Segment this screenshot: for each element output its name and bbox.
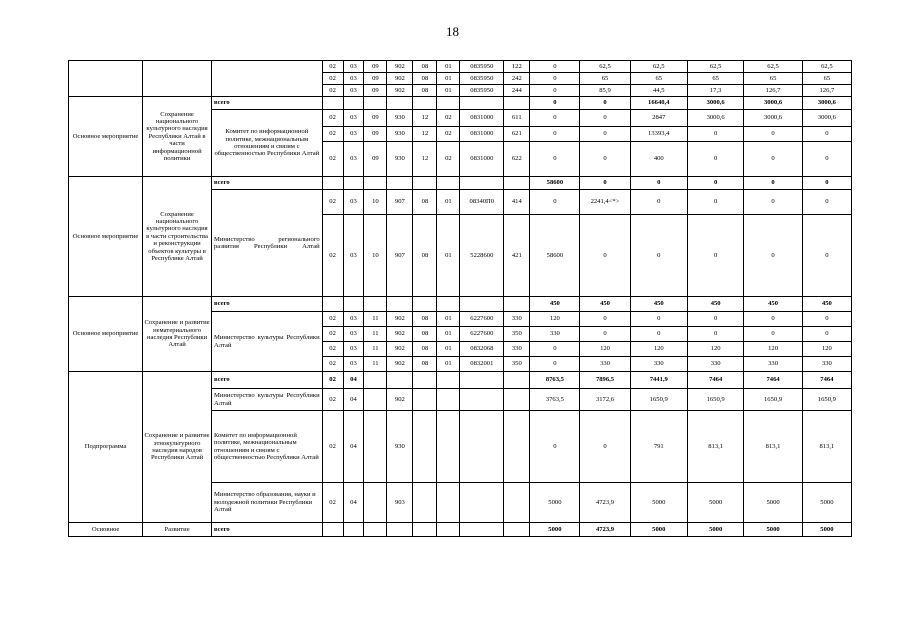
value-cell: 0 xyxy=(530,342,580,357)
code-cell: 01 xyxy=(437,327,460,342)
code-cell: 350 xyxy=(504,327,530,342)
code-cell: 08 xyxy=(413,85,437,97)
value-cell: 65 xyxy=(744,73,802,85)
code-cell: 08 xyxy=(413,342,437,357)
code-cell: 02 xyxy=(437,127,460,142)
value-cell: 5000 xyxy=(530,483,580,523)
code-cell: 08 xyxy=(413,312,437,327)
code-cell: 04 xyxy=(343,483,364,523)
code-cell: 03 xyxy=(343,312,364,327)
value-cell: 126,7 xyxy=(744,85,802,97)
value-cell: 0 xyxy=(530,61,580,73)
code-cell: 03 xyxy=(343,327,364,342)
code-cell: 01 xyxy=(437,85,460,97)
code-cell: 621 xyxy=(504,127,530,142)
value-cell: 0 xyxy=(802,177,851,190)
code-cell: 0831000 xyxy=(460,110,504,127)
value-cell: 0 xyxy=(580,97,630,110)
value-cell: 120 xyxy=(802,342,851,357)
value-cell: 0 xyxy=(630,312,687,327)
value-cell: 3000,6 xyxy=(687,97,743,110)
value-cell: 62,5 xyxy=(580,61,630,73)
value-cell: 0 xyxy=(580,215,630,297)
code-cell: 12 xyxy=(413,142,437,177)
code-cell: 02 xyxy=(437,142,460,177)
value-cell: 0 xyxy=(744,327,802,342)
value-cell: 0 xyxy=(802,215,851,297)
table-row xyxy=(69,297,852,312)
value-cell: 791 xyxy=(630,411,687,483)
value-cell: 0 xyxy=(580,312,630,327)
value-cell: 0 xyxy=(744,142,802,177)
value-cell: 7896,5 xyxy=(580,372,630,389)
code-cell: 902 xyxy=(387,61,413,73)
value-cell: 44,5 xyxy=(630,85,687,97)
status-cell: Основное xyxy=(69,523,143,537)
value-cell: 0 xyxy=(630,327,687,342)
value-cell: 330 xyxy=(802,357,851,372)
code-cell: 02 xyxy=(322,73,343,85)
code-cell: 907 xyxy=(387,215,413,297)
value-cell: 3000,6 xyxy=(687,110,743,127)
code-cell: 902 xyxy=(387,85,413,97)
responsible-cell: Министерство регионального развития Республики Алтай xyxy=(212,190,323,297)
value-cell: 5000 xyxy=(530,523,580,537)
value-cell: 0 xyxy=(687,312,743,327)
value-cell: 126,7 xyxy=(802,85,851,97)
code-cell: 08 xyxy=(413,215,437,297)
value-cell: 0 xyxy=(687,177,743,190)
status-cell: Основное мероприятие xyxy=(69,177,143,297)
value-cell: 0 xyxy=(580,177,630,190)
value-cell: 120 xyxy=(630,342,687,357)
value-cell: 450 xyxy=(530,297,580,312)
value-cell: 65 xyxy=(630,73,687,85)
responsible-cell: всего xyxy=(212,297,323,312)
code-cell: 902 xyxy=(387,73,413,85)
code-cell: 02 xyxy=(322,357,343,372)
code-cell: 0835950 xyxy=(460,61,504,73)
code-cell: 244 xyxy=(504,85,530,97)
value-cell: 2241,4<*> xyxy=(580,190,630,215)
code-cell: 902 xyxy=(387,389,413,411)
code-cell: 02 xyxy=(322,411,343,483)
code-cell: 09 xyxy=(364,85,387,97)
code-cell: 02 xyxy=(322,372,343,389)
code-cell: 0832001 xyxy=(460,357,504,372)
value-cell: 62,5 xyxy=(802,61,851,73)
code-cell: 622 xyxy=(504,142,530,177)
status-cell: Подпрограмма xyxy=(69,372,143,523)
value-cell: 3172,6 xyxy=(580,389,630,411)
name-cell: Сохранение национального культурного наследия в части строительства и реконструкции объектов культуры в Республике Алтай xyxy=(143,177,212,297)
value-cell: 58600 xyxy=(530,215,580,297)
value-cell: 0 xyxy=(580,127,630,142)
value-cell: 1650,9 xyxy=(802,389,851,411)
table-row xyxy=(69,177,852,190)
value-cell: 17,3 xyxy=(687,85,743,97)
value-cell: 58600 xyxy=(530,177,580,190)
code-cell: 04 xyxy=(343,389,364,411)
value-cell: 0 xyxy=(744,177,802,190)
value-cell: 3000,6 xyxy=(744,97,802,110)
value-cell: 0 xyxy=(530,190,580,215)
value-cell: 1650,9 xyxy=(630,389,687,411)
value-cell: 1650,9 xyxy=(687,389,743,411)
value-cell: 0 xyxy=(530,85,580,97)
code-cell: 902 xyxy=(387,312,413,327)
code-cell: 09 xyxy=(364,142,387,177)
value-cell: 5000 xyxy=(687,483,743,523)
value-cell: 0 xyxy=(687,190,743,215)
code-cell: 12 xyxy=(413,127,437,142)
responsible-cell: всего xyxy=(212,97,323,110)
code-cell: 02 xyxy=(322,312,343,327)
code-cell: 02 xyxy=(322,342,343,357)
code-cell: 08 xyxy=(413,357,437,372)
code-cell: 03 xyxy=(343,357,364,372)
value-cell: 0 xyxy=(530,142,580,177)
name-cell: Развитие xyxy=(143,523,212,537)
code-cell: 02 xyxy=(322,327,343,342)
value-cell: 120 xyxy=(687,342,743,357)
code-cell: 01 xyxy=(437,61,460,73)
value-cell: 0 xyxy=(630,177,687,190)
value-cell: 813,1 xyxy=(744,411,802,483)
value-cell: 0 xyxy=(744,190,802,215)
responsible-cell xyxy=(212,61,323,97)
code-cell: 04 xyxy=(343,411,364,483)
value-cell: 0 xyxy=(530,357,580,372)
code-cell: 02 xyxy=(322,190,343,215)
code-cell: 5228600 xyxy=(460,215,504,297)
name-cell: Сохранение национального культурного наследия Республики Алтай в части информационной политики xyxy=(143,97,212,177)
value-cell: 0 xyxy=(530,110,580,127)
code-cell: 611 xyxy=(504,110,530,127)
code-cell: 330 xyxy=(504,312,530,327)
code-cell: 01 xyxy=(437,190,460,215)
value-cell: 2847 xyxy=(630,110,687,127)
code-cell: 0831000 xyxy=(460,127,504,142)
code-cell: 09 xyxy=(364,110,387,127)
value-cell: 813,1 xyxy=(687,411,743,483)
value-cell: 0 xyxy=(580,110,630,127)
code-cell: 01 xyxy=(437,215,460,297)
value-cell: 450 xyxy=(744,297,802,312)
value-cell: 7464 xyxy=(744,372,802,389)
value-cell: 62,5 xyxy=(630,61,687,73)
code-cell: 02 xyxy=(322,142,343,177)
value-cell: 5000 xyxy=(744,523,802,537)
value-cell: 120 xyxy=(744,342,802,357)
code-cell: 02 xyxy=(322,215,343,297)
code-cell: 11 xyxy=(364,327,387,342)
value-cell: 3000,6 xyxy=(802,97,851,110)
name-cell: Сохранение и развитие этнокультурного наследия народов Республики Алтай xyxy=(143,372,212,523)
status-cell xyxy=(69,61,143,97)
code-cell: 08340П0 xyxy=(460,190,504,215)
code-cell: 02 xyxy=(322,110,343,127)
code-cell: 03 xyxy=(343,85,364,97)
responsible-cell: всего xyxy=(212,523,323,537)
value-cell: 0 xyxy=(687,215,743,297)
value-cell: 13393,4 xyxy=(630,127,687,142)
code-cell: 03 xyxy=(343,110,364,127)
code-cell: 08 xyxy=(413,327,437,342)
code-cell: 02 xyxy=(322,389,343,411)
responsible-cell: Комитет по информационной политике, межнациональным отношениям и связям с общественностью Республики Алтай xyxy=(212,110,323,177)
code-cell: 03 xyxy=(343,342,364,357)
value-cell: 16640,4 xyxy=(630,97,687,110)
code-cell: 0835950 xyxy=(460,85,504,97)
code-cell: 930 xyxy=(387,411,413,483)
status-cell: Основное мероприятие xyxy=(69,297,143,372)
code-cell: 10 xyxy=(364,215,387,297)
value-cell: 0 xyxy=(530,411,580,483)
code-cell: 11 xyxy=(364,357,387,372)
code-cell: 11 xyxy=(364,342,387,357)
value-cell: 450 xyxy=(580,297,630,312)
value-cell: 5000 xyxy=(744,483,802,523)
value-cell: 0 xyxy=(744,127,802,142)
code-cell: 08 xyxy=(413,73,437,85)
code-cell: 01 xyxy=(437,357,460,372)
code-cell: 02 xyxy=(322,85,343,97)
value-cell: 3000,6 xyxy=(744,110,802,127)
code-cell: 04 xyxy=(343,372,364,389)
page-number: 18 xyxy=(446,24,459,39)
code-cell: 11 xyxy=(364,312,387,327)
code-cell: 6227600 xyxy=(460,327,504,342)
code-cell: 08 xyxy=(413,61,437,73)
value-cell: 330 xyxy=(630,357,687,372)
code-cell: 0831000 xyxy=(460,142,504,177)
value-cell: 7464 xyxy=(802,372,851,389)
code-cell: 09 xyxy=(364,127,387,142)
code-cell: 09 xyxy=(364,61,387,73)
code-cell: 08 xyxy=(413,190,437,215)
code-cell: 02 xyxy=(322,61,343,73)
code-cell: 01 xyxy=(437,73,460,85)
code-cell: 330 xyxy=(504,342,530,357)
value-cell: 1650,9 xyxy=(744,389,802,411)
value-cell: 0 xyxy=(802,127,851,142)
value-cell: 7464 xyxy=(687,372,743,389)
value-cell: 3000,6 xyxy=(802,110,851,127)
value-cell: 120 xyxy=(530,312,580,327)
code-cell: 01 xyxy=(437,312,460,327)
code-cell: 907 xyxy=(387,190,413,215)
code-cell: 01 xyxy=(437,342,460,357)
value-cell: 62,5 xyxy=(744,61,802,73)
value-cell: 0 xyxy=(802,190,851,215)
value-cell: 0 xyxy=(530,73,580,85)
code-cell: 03 xyxy=(343,142,364,177)
code-cell: 12 xyxy=(413,110,437,127)
value-cell: 65 xyxy=(802,73,851,85)
value-cell: 330 xyxy=(744,357,802,372)
table-row xyxy=(69,97,852,110)
code-cell: 03 xyxy=(343,190,364,215)
code-cell: 03 xyxy=(343,127,364,142)
value-cell: 0 xyxy=(530,97,580,110)
value-cell: 65 xyxy=(580,73,630,85)
code-cell: 02 xyxy=(437,110,460,127)
code-cell: 6227600 xyxy=(460,312,504,327)
code-cell: 02 xyxy=(322,127,343,142)
code-cell: 0832068 xyxy=(460,342,504,357)
name-cell xyxy=(143,61,212,97)
value-cell: 8763,5 xyxy=(530,372,580,389)
value-cell: 0 xyxy=(687,142,743,177)
value-cell: 120 xyxy=(580,342,630,357)
value-cell: 65 xyxy=(687,73,743,85)
code-cell: 09 xyxy=(364,73,387,85)
value-cell: 330 xyxy=(580,357,630,372)
value-cell: 85,9 xyxy=(580,85,630,97)
value-cell: 4723,9 xyxy=(580,523,630,537)
code-cell: 902 xyxy=(387,327,413,342)
value-cell: 0 xyxy=(530,127,580,142)
value-cell: 330 xyxy=(687,357,743,372)
responsible-cell: Министерство образования, науки и молодежной политики Республики Алтай xyxy=(212,483,323,523)
value-cell: 0 xyxy=(580,142,630,177)
responsible-cell: Комитет по информационной политике, межнациональным отношениям и связям с общественностью Республики Алтай xyxy=(212,411,323,483)
code-cell: 03 xyxy=(343,61,364,73)
code-cell: 930 xyxy=(387,127,413,142)
value-cell: 7441,9 xyxy=(630,372,687,389)
value-cell: 3763,5 xyxy=(530,389,580,411)
responsible-cell: Министерство культуры Республики Алтай xyxy=(212,312,323,372)
value-cell: 62,5 xyxy=(687,61,743,73)
value-cell: 5000 xyxy=(802,523,851,537)
code-cell: 903 xyxy=(387,483,413,523)
value-cell: 813,1 xyxy=(802,411,851,483)
value-cell: 450 xyxy=(687,297,743,312)
code-cell: 122 xyxy=(504,61,530,73)
table-row xyxy=(69,523,852,537)
budget-table xyxy=(68,60,852,537)
value-cell: 0 xyxy=(687,127,743,142)
value-cell: 5000 xyxy=(630,483,687,523)
table-row xyxy=(69,372,852,389)
value-cell: 330 xyxy=(530,327,580,342)
value-cell: 5000 xyxy=(687,523,743,537)
value-cell: 400 xyxy=(630,142,687,177)
status-cell: Основное мероприятие xyxy=(69,97,143,177)
value-cell: 5000 xyxy=(630,523,687,537)
code-cell: 03 xyxy=(343,73,364,85)
code-cell: 02 xyxy=(322,483,343,523)
code-cell: 03 xyxy=(343,215,364,297)
responsible-cell: всего xyxy=(212,372,323,389)
responsible-cell: Министерство культуры Республики Алтай xyxy=(212,389,323,411)
value-cell: 0 xyxy=(744,312,802,327)
value-cell: 0 xyxy=(687,327,743,342)
value-cell: 450 xyxy=(630,297,687,312)
value-cell: 450 xyxy=(802,297,851,312)
value-cell: 0 xyxy=(802,142,851,177)
value-cell: 0 xyxy=(630,215,687,297)
table-row xyxy=(69,61,852,73)
code-cell: 10 xyxy=(364,190,387,215)
code-cell: 421 xyxy=(504,215,530,297)
value-cell: 0 xyxy=(744,215,802,297)
code-cell: 902 xyxy=(387,357,413,372)
code-cell: 350 xyxy=(504,357,530,372)
value-cell: 0 xyxy=(802,312,851,327)
value-cell: 4723,9 xyxy=(580,483,630,523)
code-cell: 902 xyxy=(387,342,413,357)
value-cell: 0 xyxy=(580,411,630,483)
value-cell: 5000 xyxy=(802,483,851,523)
value-cell: 0 xyxy=(580,327,630,342)
responsible-cell: всего xyxy=(212,177,323,190)
name-cell: Сохранение и развитие нематериального наследия Республики Алтай xyxy=(143,297,212,372)
code-cell: 930 xyxy=(387,110,413,127)
value-cell: 0 xyxy=(630,190,687,215)
value-cell: 0 xyxy=(802,327,851,342)
code-cell: 242 xyxy=(504,73,530,85)
code-cell: 0835950 xyxy=(460,73,504,85)
code-cell: 414 xyxy=(504,190,530,215)
code-cell: 930 xyxy=(387,142,413,177)
